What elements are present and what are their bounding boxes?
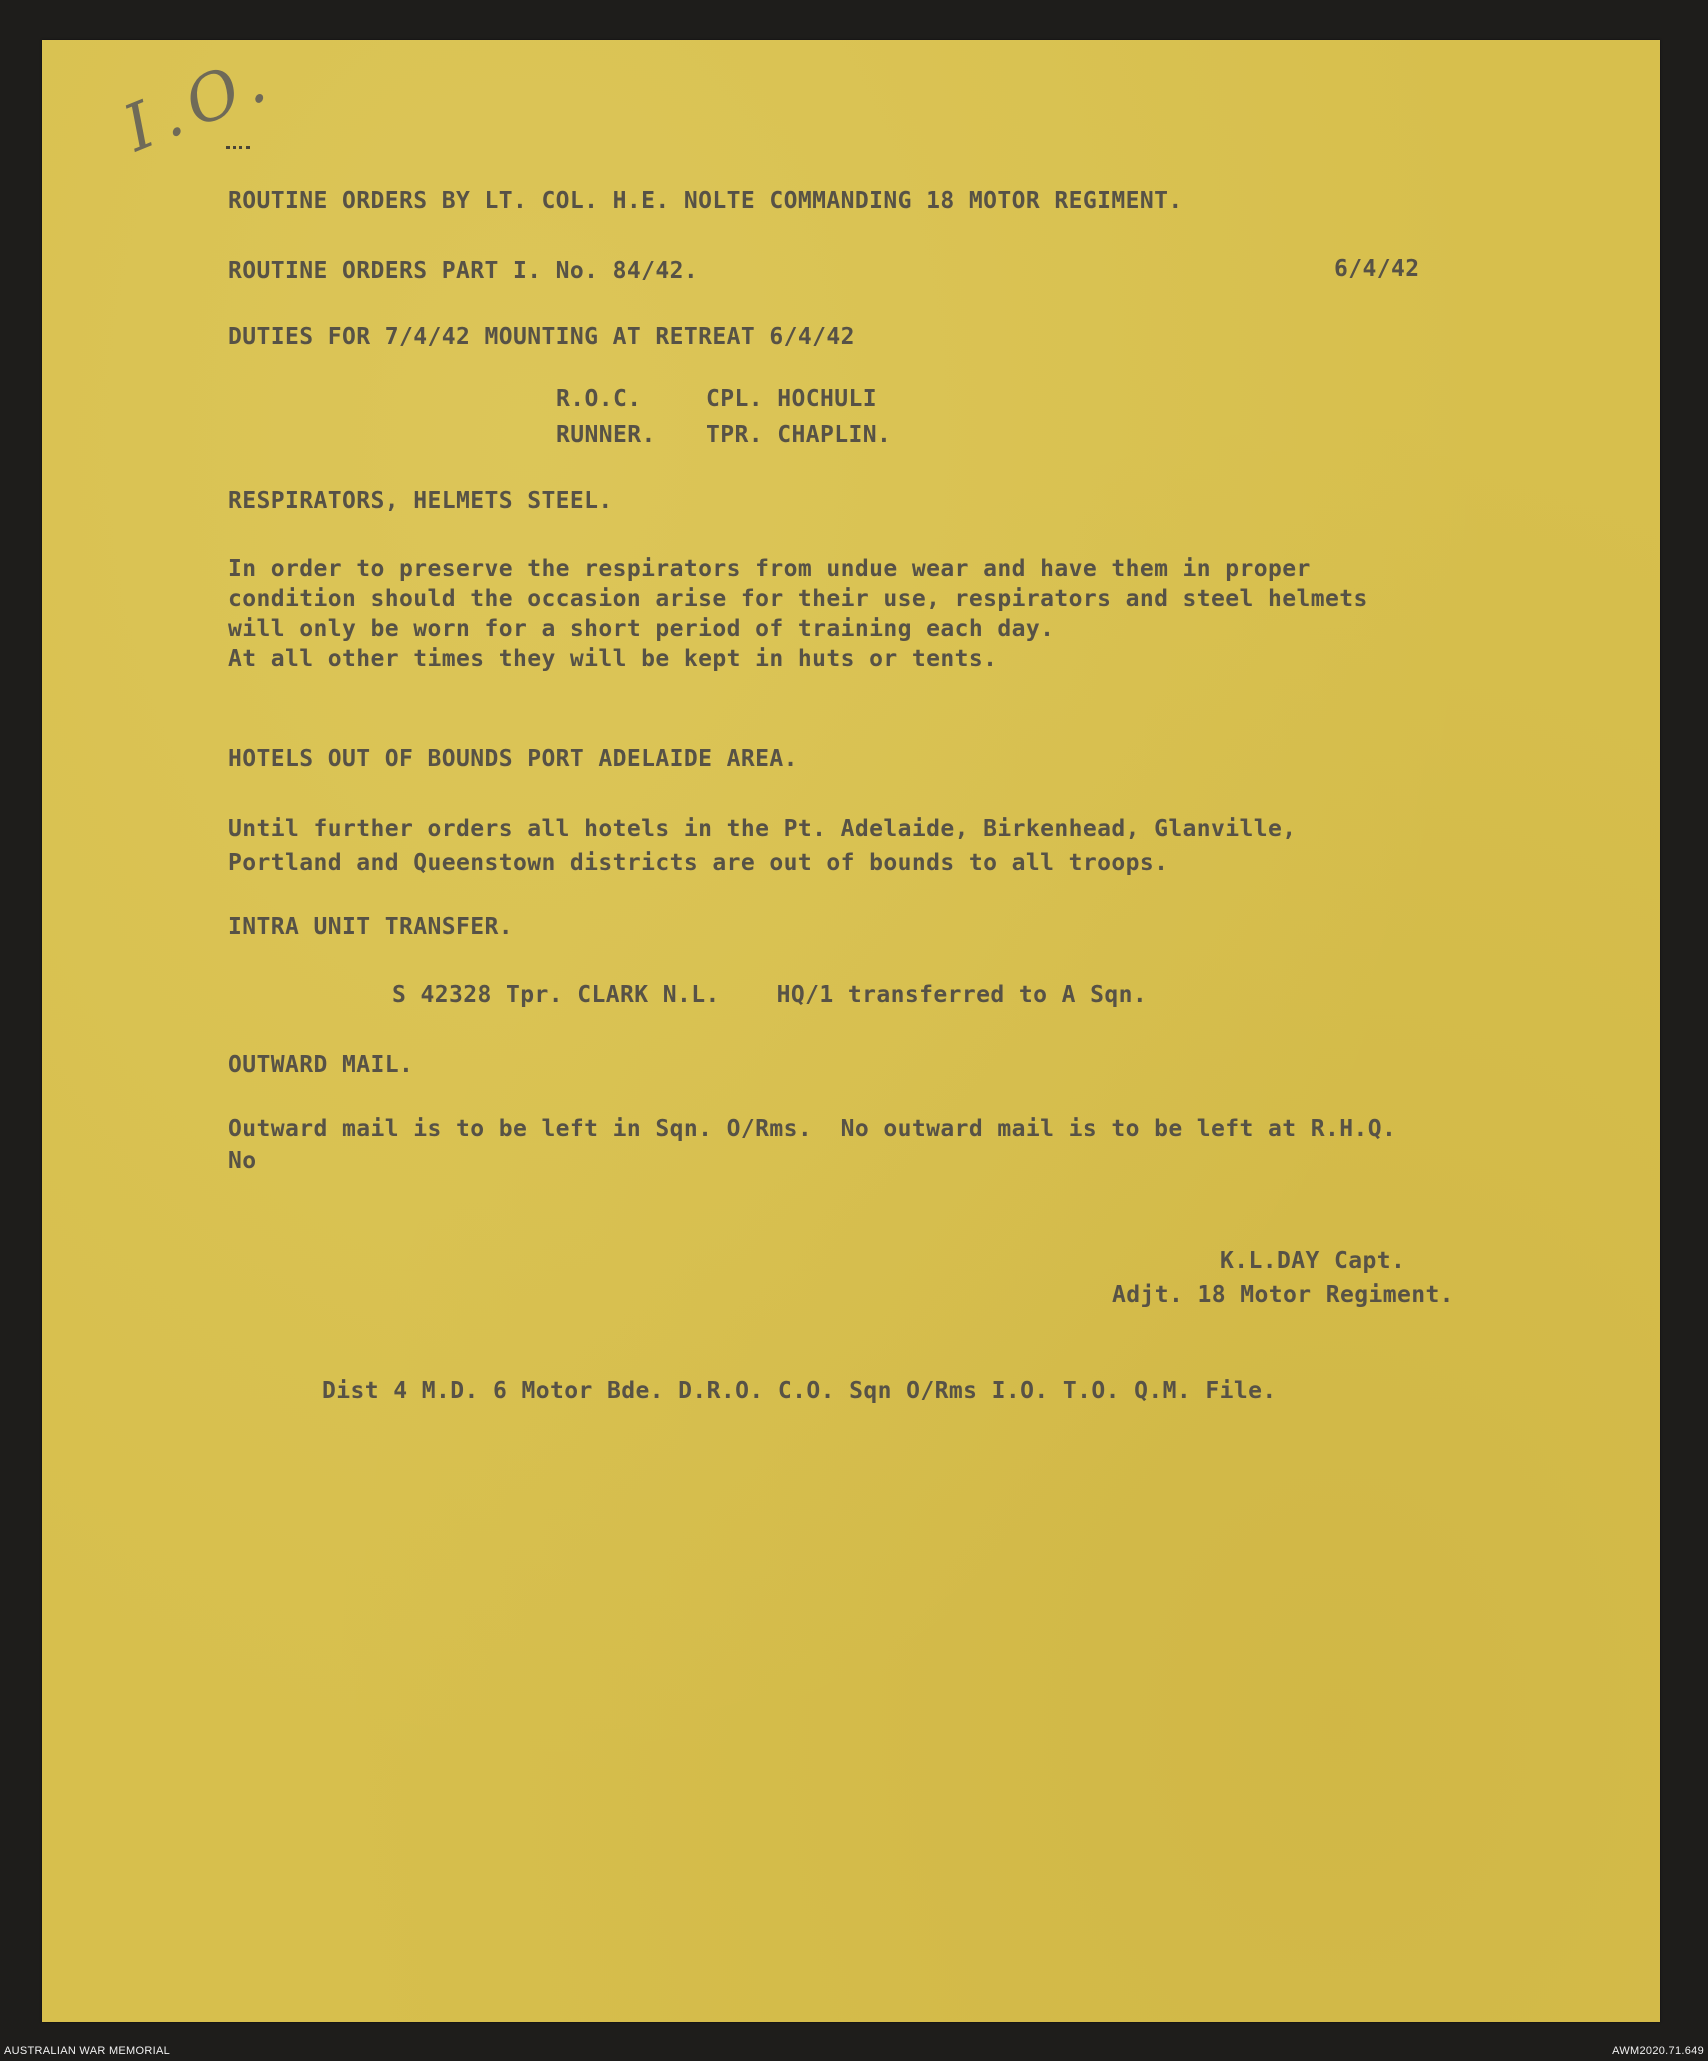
transfer-entry: S 42328 Tpr. CLARK N.L. HQ/1 transferred to A Sqn. [392,982,1148,1008]
duty-role: RUNNER. [556,422,656,448]
order-title: ROUTINE ORDERS BY LT. COL. H.E. NOLTE COMMANDING 18 MOTOR REGIMENT. [228,188,1183,214]
paragraph-line: Until further orders all hotels in the Pt. Adelaide, Birkenhead, Glanville, [228,816,1297,842]
order-date: 6/4/42 [1334,256,1420,282]
section-heading-mail: OUTWARD MAIL. [228,1052,414,1078]
archive-institution: AUSTRALIAN WAR MEMORIAL [4,2045,171,2057]
paragraph-line: Outward mail is to be left in Sqn. O/Rms. No outward mail is to be left at R.H.Q. [228,1116,1397,1142]
duty-role: R.O.C. [556,386,642,412]
paragraph-line: Portland and Queenstown districts are out of bounds to all troops. [228,850,1169,876]
paragraph-line: will only be worn for a short period of training each day. [228,616,1055,642]
archive-footer [0,2044,1708,2061]
section-heading-respirators: RESPIRATORS, HELMETS STEEL. [228,488,613,514]
distribution-list: Dist 4 M.D. 6 Motor Bde. D.R.O. C.O. Sqn O/Rms I.O. T.O. Q.M. File. [322,1378,1277,1404]
section-heading-hotels: HOTELS OUT OF BOUNDS PORT ADELAIDE AREA. [228,746,798,772]
paragraph-line: No [228,1148,257,1174]
paragraph-line: At all other times they will be kept in huts or tents. [228,646,998,672]
order-number: ROUTINE ORDERS PART I. No. 84/42. [228,258,699,284]
paragraph-line: In order to preserve the respirators from undue wear and have them in proper [228,556,1311,582]
signature-name: K.L.DAY Capt. [1220,1248,1406,1274]
handwritten-annotation: I.O. [114,40,286,167]
section-heading-transfer: INTRA UNIT TRANSFER. [228,914,513,940]
archive-reference: AWM2020.71.649 [1612,2045,1704,2057]
paragraph-line: condition should the occasion arise for their use, respirators and steel helmets [228,586,1368,612]
duty-person: TPR. CHAPLIN. [706,422,892,448]
signature-title: Adjt. 18 Motor Regiment. [1112,1282,1454,1308]
pencil-mark [226,146,250,155]
duty-person: CPL. HOCHULI [706,386,877,412]
duties-heading: DUTIES FOR 7/4/42 MOUNTING AT RETREAT 6/4/42 [228,324,855,350]
